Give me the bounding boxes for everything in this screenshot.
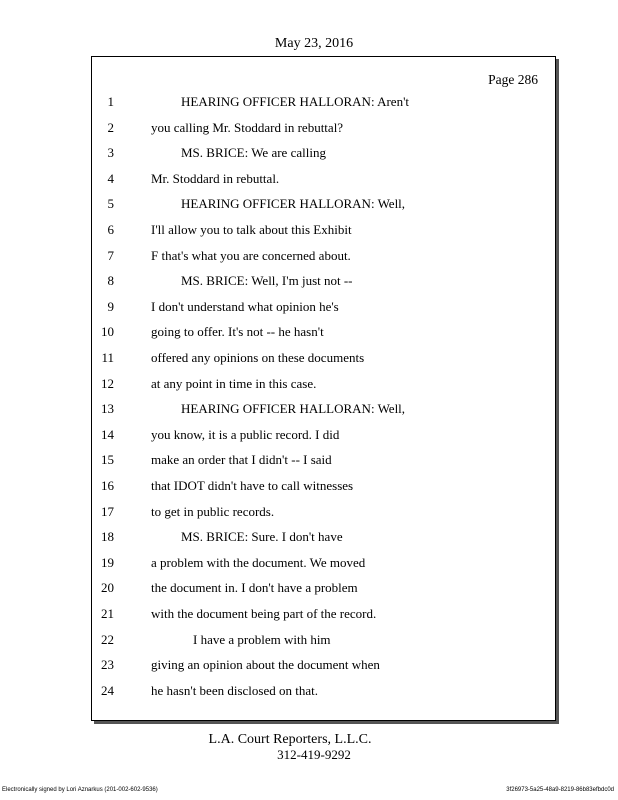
transcript-line (92, 220, 555, 240)
transcript-line (92, 399, 555, 419)
line-text: the document in. I don't have a problem (151, 580, 358, 596)
transcript-line (92, 476, 555, 496)
transcript-line (92, 425, 555, 445)
transcript-line (92, 604, 555, 624)
line-text: Mr. Stoddard in rebuttal. (151, 170, 280, 186)
line-text: offered any opinions on these documents (151, 350, 365, 365)
line-number: 8 (107, 273, 114, 289)
line-number: 4 (107, 170, 114, 186)
line-number: 14 (101, 426, 114, 442)
transcript-line (92, 630, 555, 650)
footer-company: L.A. Court Reporters, L.L.C. (208, 732, 372, 747)
line-text: HEARING OFFICER HALLORAN: Well, (181, 196, 406, 212)
transcript-line (92, 297, 555, 317)
line-text: MS. BRICE: We are calling (181, 145, 326, 161)
transcript-line (92, 578, 555, 598)
line-text: with the document being part of the record. (151, 606, 377, 621)
transcript-line (92, 169, 555, 189)
line-text: a problem with the document. We moved (151, 554, 366, 570)
document-id: 3f26973-5a25-48a9-8219-86b83efbdc0d (506, 787, 614, 793)
line-text: to get in public records. (151, 503, 275, 519)
line-number: 18 (101, 529, 114, 545)
line-number: 13 (101, 401, 114, 417)
transcript-line (92, 502, 555, 522)
line-text: MS. BRICE: Sure. I don't have (181, 529, 343, 545)
line-text: HEARING OFFICER HALLORAN: Well, (181, 401, 406, 417)
line-number: 19 (101, 554, 114, 570)
line-text: make an order that I didn't -- I said (151, 452, 332, 468)
transcript-page (91, 56, 556, 721)
header-date: May 23, 2016 (274, 36, 354, 51)
line-number: 11 (101, 350, 114, 365)
line-number: 21 (101, 606, 114, 621)
line-text: you calling Mr. Stoddard in rebuttal? (151, 119, 344, 135)
line-number: 12 (101, 375, 114, 391)
line-number: 23 (101, 657, 114, 673)
line-text: at any point in time in this case. (151, 375, 317, 391)
line-text: that IDOT didn't have to call witnesses (151, 478, 354, 493)
line-number: 15 (101, 452, 114, 468)
transcript-line (92, 118, 555, 138)
line-number: 24 (101, 682, 114, 698)
line-number: 20 (101, 580, 114, 596)
transcript-line (92, 450, 555, 470)
line-number: 5 (107, 196, 114, 212)
line-number: 22 (101, 631, 114, 647)
transcript-line (92, 655, 555, 675)
line-number: 9 (107, 298, 114, 314)
transcript-line (92, 681, 555, 701)
transcript-line (92, 92, 555, 112)
transcript-line (92, 194, 555, 214)
line-number: 10 (101, 324, 114, 340)
line-number: 1 (107, 94, 114, 109)
line-text: I don't understand what opinion he's (151, 298, 339, 314)
transcript-line (92, 348, 555, 368)
transcript-line (92, 143, 555, 163)
line-text: he hasn't been disclosed on that. (151, 682, 318, 698)
line-number: 17 (101, 503, 114, 519)
electronic-signature: Electronically signed by Lori Aznarkus (201-002-602-9536) (2, 787, 158, 793)
transcript-line (92, 553, 555, 573)
line-text: I'll allow you to talk about this Exhibit (151, 222, 352, 237)
transcript-line (92, 246, 555, 266)
transcript-line (92, 322, 555, 342)
line-number: 16 (101, 478, 114, 493)
line-number: 2 (107, 119, 114, 135)
line-number: 3 (107, 145, 114, 161)
line-number: 7 (107, 247, 114, 263)
line-text: MS. BRICE: Well, I'm just not -- (181, 273, 353, 289)
line-text: F that's what you are concerned about. (151, 247, 351, 263)
line-text: you know, it is a public record. I did (151, 426, 340, 442)
transcript-line (92, 271, 555, 291)
transcript-line (92, 374, 555, 394)
line-number: 6 (107, 222, 114, 237)
footer-phone: 312-419-9292 (277, 747, 351, 762)
line-text: giving an opinion about the document when (151, 657, 380, 673)
page-number: Page 286 (488, 72, 538, 87)
line-text: I have a problem with him (193, 631, 331, 647)
line-text: going to offer. It's not -- he hasn't (151, 324, 324, 340)
line-text: HEARING OFFICER HALLORAN: Aren't (181, 94, 410, 109)
transcript-line (92, 527, 555, 547)
